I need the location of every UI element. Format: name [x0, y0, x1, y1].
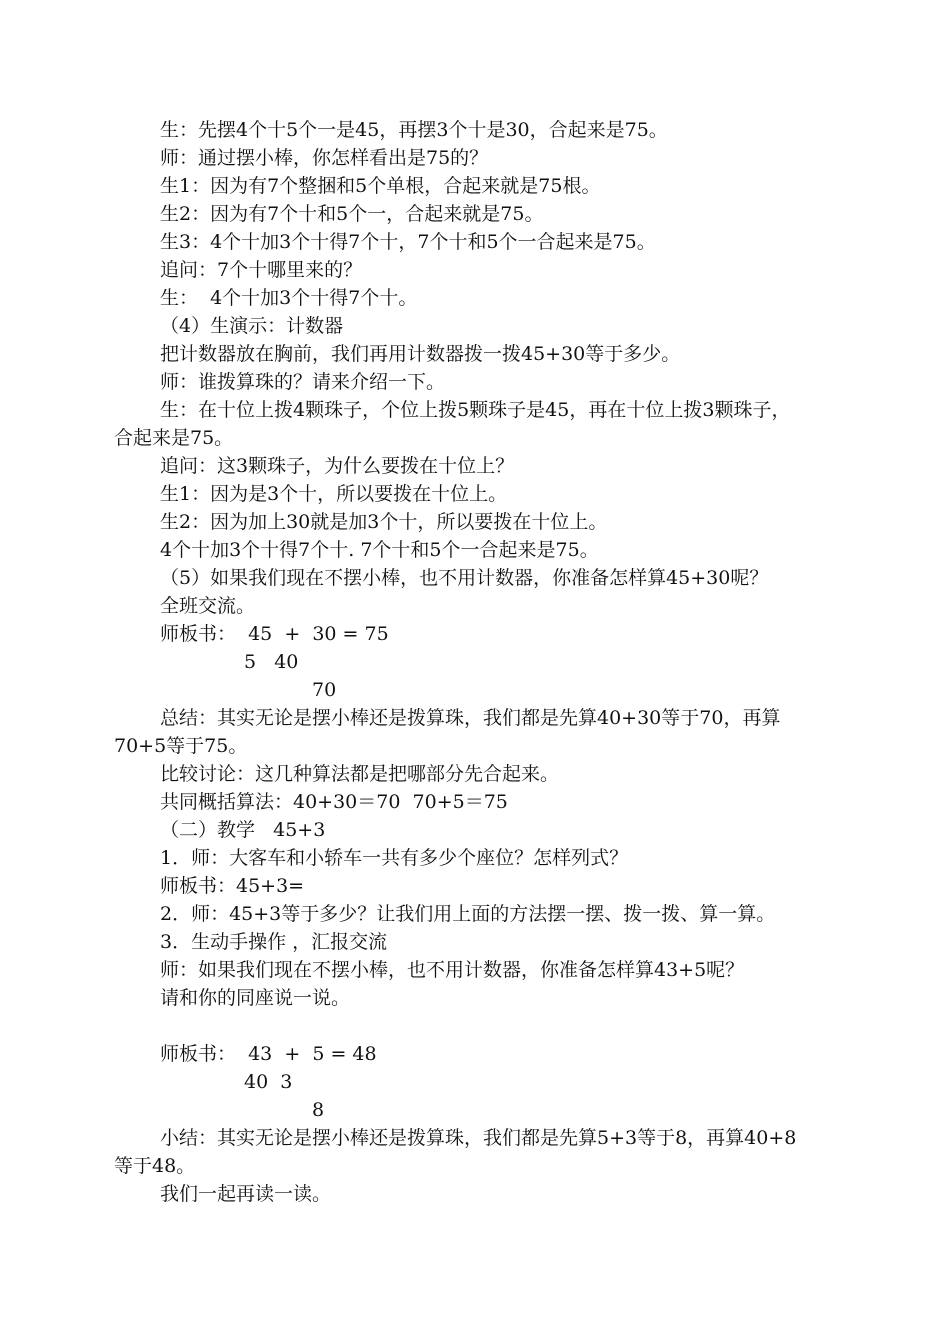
text-line: 生： 4个十加3个十得7个十。: [160, 287, 418, 309]
text-line: 生3：4个十加3个十得7个十，7个十和5个一合起来是75。: [160, 231, 656, 253]
text-line: 师板书：45+3=: [160, 875, 305, 897]
board-partial-sum: 8: [312, 1099, 325, 1121]
board-partial-sum: 70: [312, 679, 337, 701]
section-heading: （5）如果我们现在不摆小棒，也不用计数器，你准备怎样算45+30呢？: [160, 567, 769, 589]
text-line: 合起来是75。: [114, 427, 234, 449]
text-line: 3．生动手操作 ，汇报交流: [160, 931, 388, 953]
text-line: 2．师：45+3等于多少？让我们用上面的方法摆一摆、拨一拨、算一算。: [160, 903, 776, 925]
text-line: 1．师：大客车和小轿车一共有多少个座位？怎样列式？: [160, 847, 629, 869]
text-line: 70+5等于75。: [114, 735, 248, 757]
text-line: 师：如果我们现在不摆小棒，也不用计数器，你准备怎样算43+5呢？: [160, 959, 745, 981]
text-line: 生1：因为有7个整捆和5个单根，合起来就是75根。: [160, 175, 601, 197]
text-line: 等于48。: [114, 1155, 196, 1177]
text-line: 追问：7个十哪里来的？: [160, 259, 363, 281]
text-line: 4个十加3个十得7个十. 7个十和5个一合起来是75。: [160, 539, 599, 561]
text-line: 师：谁拨算珠的？请来介绍一下。: [160, 371, 446, 393]
text-line: 追问：这3颗珠子，为什么要拨在十位上？: [160, 455, 515, 477]
text-line: 小结：其实无论是摆小棒还是拨算珠，我们都是先算5+3等于8，再算40+8: [160, 1127, 797, 1149]
text-line: 生：在十位上拨4颗珠子，个位上拨5颗珠子是45，再在十位上拨3颗珠子，: [160, 399, 791, 421]
board-decomposition: 40 3: [244, 1071, 293, 1093]
text-line: 总结：其实无论是摆小棒还是拨算珠，我们都是先算40+30等于70，再算: [160, 707, 781, 729]
text-line: 生1：因为是3个十，所以要拨在十位上。: [160, 483, 508, 505]
text-line: 生：先摆4个十5个一是45，再摆3个十是30，合起来是75。: [160, 119, 668, 141]
text-line: 把计数器放在胸前，我们再用计数器拨一拨45+30等于多少。: [160, 343, 681, 365]
text-line: 全班交流。: [160, 595, 256, 617]
text-line: 生2：因为加上30就是加3个十，所以要拨在十位上。: [160, 511, 608, 533]
text-line: 生2：因为有7个十和5个一，合起来就是75。: [160, 203, 544, 225]
text-line: 比较讨论：这几种算法都是把哪部分先合起来。: [160, 763, 560, 785]
board-equation: 师板书： 45 + 30 = 75: [160, 623, 389, 645]
board-decomposition: 5 40: [244, 651, 299, 673]
text-line: 共同概括算法：40+30＝70 70+5＝75: [160, 791, 508, 813]
text-line: 我们一起再读一读。: [160, 1183, 332, 1205]
text-line: 请和你的同座说一说。: [160, 987, 351, 1009]
section-heading: （4）生演示：计数器: [160, 315, 344, 337]
text-line: 师：通过摆小棒，你怎样看出是75的？: [160, 147, 489, 169]
board-equation: 师板书： 43 + 5 = 48: [160, 1043, 377, 1065]
section-heading: （二）教学 45+3: [160, 819, 326, 841]
